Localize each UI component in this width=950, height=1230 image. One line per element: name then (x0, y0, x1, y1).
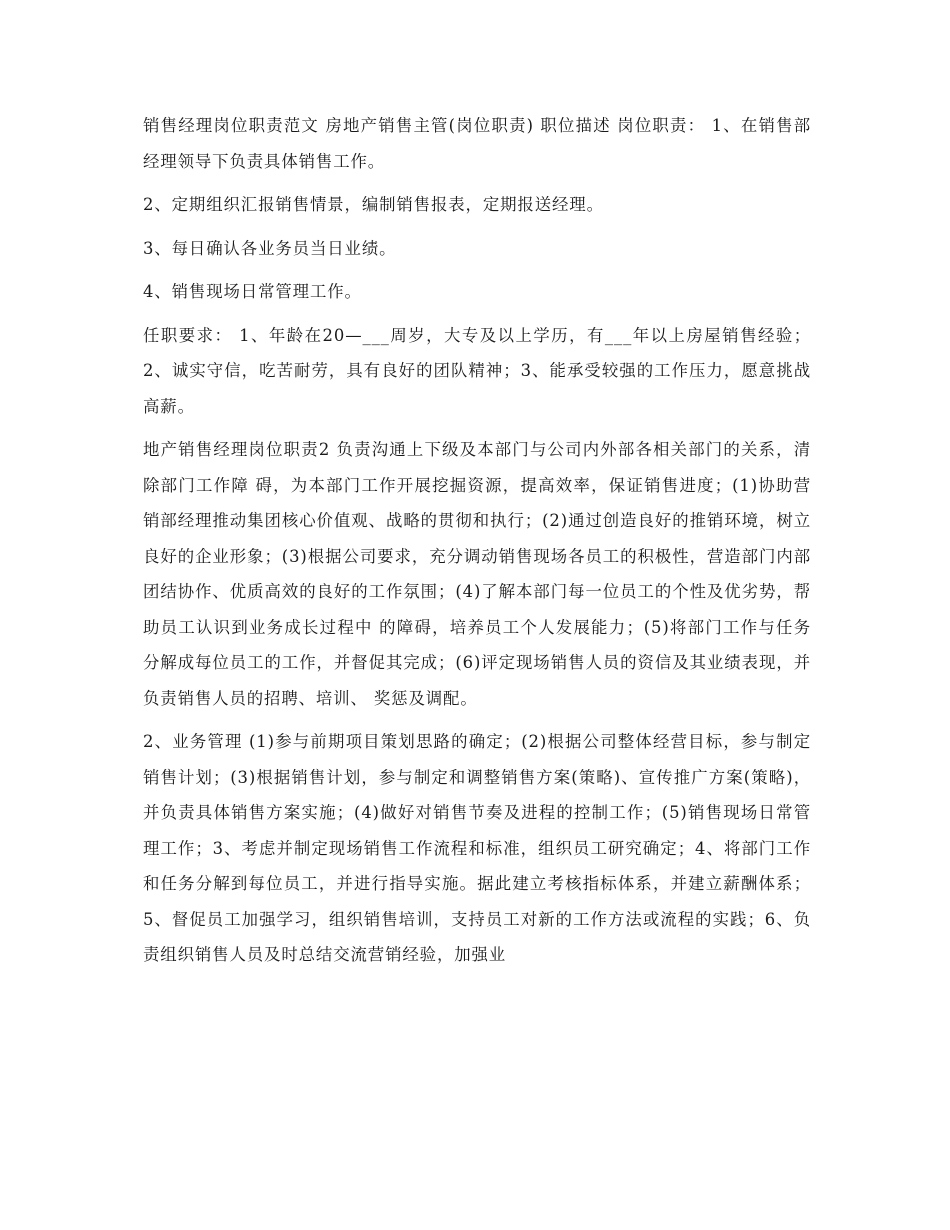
paragraph-job-duties: 销售经理岗位职责范文 房地产销售主管(岗位职责) 职位描述 岗位职责： 1、在销售部经理领导下负责具体销售工作。 (143, 116, 811, 171)
paragraph-duty-2: 2、定期组织汇报销售情景，编制销售报表，定期报送经理。 (143, 195, 604, 214)
paragraph-duty-4: 4、销售现场日常管理工作。 (143, 282, 362, 301)
paragraph-duty-3: 3、每日确认各业务员当日业绩。 (143, 238, 397, 258)
paragraph-duties-section-2: 地产销售经理岗位职责2 负责沟通上下级及本部门与公司内外部各相关部门的关系，清除部门工作障 碍，为本部门工作开展挖掘资源，提高效率，保证销售进度；(1)协助营销部经理推动集团核心价值观、战略的贯彻和执行；(2)通过创造良好的推销环境，树立良好的企业形象；(3)根据公司要求，充分调动销售现场各员工的积极性，营造部门内部团结协作、优质高效的良好的工作氛围；(4)了解本部门每一位员工的个性及优劣势，帮助员工认识到业务成长过程中 的障碍，培养员工个人发展能力；(5)将部门工作与任务分解成每位员工的工作，并督促其完成；(6)评定现场销售人员的资信及其业绩表现，并负责销售人员的招聘、培训、 奖惩及调配。 (143, 440, 811, 708)
paragraph-business-management: 2、业务管理 (1)参与前期项目策划思路的确定；(2)根据公司整体经营目标，参与制定销售计划；(3)根据销售计划，参与制定和调整销售方案(策略)、宣传推广方案(策略)，并负责具体销售方案实施；(4)做好对销售节奏及进程的控制工作；(5)销售现场日常管理工作；3、考虑并制定现场销售工作流程和标准，组织员工研究确定；4、将部门工作和任务分解到每位员工，并进行指导实施。据此建立考核指标体系，并建立薪酬体系；5、督促员工加强学习，组织销售培训，支持员工对新的工作方法或流程的实践；6、负责组织销售人员及时总结交流营销经验，加强业 (143, 732, 811, 964)
paragraph-requirements: 任职要求： 1、年龄在20—___周岁，大专及以上学历，有___年以上房屋销售经验；2、诚实守信，吃苦耐劳，具有良好的团队精神；3、能承受较强的工作压力，愿意挑战高薪。 (143, 325, 811, 416)
document-page (143, 108, 811, 981)
